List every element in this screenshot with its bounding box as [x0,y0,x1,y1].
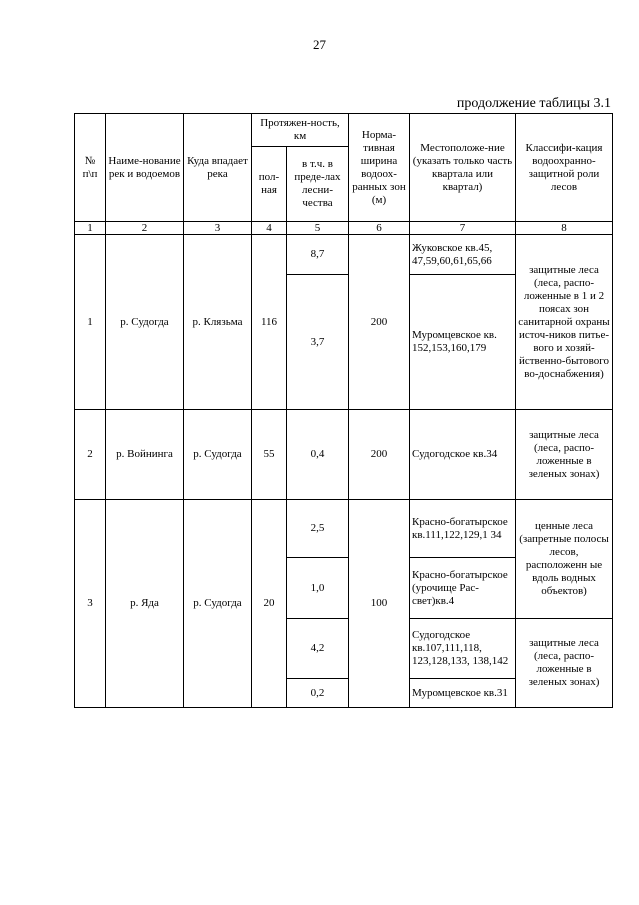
column-number: 4 [252,222,287,235]
length-full: 116 [252,235,287,410]
location: Красно-богатырское (урочище Рас-свет)кв.4 [410,558,516,619]
header-flows-into: Куда впадает река [184,114,252,222]
column-number: 3 [184,222,252,235]
column-number: 7 [410,222,516,235]
flows-into: р. Судогда [184,410,252,500]
river-name: р. Яда [106,500,184,708]
length-forest: 0,2 [287,679,349,708]
header-length: Протяжен-ность, км [252,114,349,147]
row-number: 2 [75,410,106,500]
river-name: р. Судогда [106,235,184,410]
column-number: 6 [349,222,410,235]
location: Красно-богатырское кв.111,122,129,1 34 [410,500,516,558]
classification: защитные леса (леса, распо-ложенные в зеленых зонах) [516,410,613,500]
location: Жуковское кв.45, 47,59,60,61,65,66 [410,235,516,275]
header-length-full: пол-ная [252,147,287,222]
header-number: № п\п [75,114,106,222]
header-zone-width: Норма-тивная ширина водоох-ранных зон (м) [349,114,410,222]
header-length-forest: в т.ч. в преде-лах лесни-чества [287,147,349,222]
flows-into: р. Клязьма [184,235,252,410]
river-name: р. Войнинга [106,410,184,500]
column-number: 2 [106,222,184,235]
zone-width: 200 [349,410,410,500]
length-full: 20 [252,500,287,708]
column-number: 5 [287,222,349,235]
column-number: 1 [75,222,106,235]
table-continuation-label: продолжение таблицы 3.1 [456,96,611,111]
location: Муромцевское кв. 152,153,160,179 [410,275,516,410]
header-classification: Классифи-кация водоохранно-защитной роли лесов [516,114,613,222]
row-number: 3 [75,500,106,708]
header-location: Местоположе-ние (указать только часть квартала или квартал) [410,114,516,222]
flows-into: р. Судогда [184,500,252,708]
location: Муромцевское кв.31 [410,679,516,708]
zone-width: 100 [349,500,410,708]
classification: ценные леса (запретные полосы лесов, расположенн ые вдоль водных объектов) [516,500,613,619]
location: Судогодское кв.107,111,118, 123,128,133, 138,142 [410,619,516,679]
length-forest: 0,4 [287,410,349,500]
zone-width: 200 [349,235,410,410]
header-name: Наиме-нование рек и водоемов [106,114,184,222]
classification: защитные леса (леса, распо-ложенные в 1 и 2 поясах зон санитарной охраны источ-ников питье-вого и хозяй-йственно-бытового во-доснабжения) [516,235,613,410]
location: Судогодское кв.34 [410,410,516,500]
length-forest: 2,5 [287,500,349,558]
classification: защитные леса (леса, распо-ложенные в зеленых зонах) [516,619,613,708]
column-number: 8 [516,222,613,235]
row-number: 1 [75,235,106,410]
length-forest: 1,0 [287,558,349,619]
water-protection-table [74,113,613,708]
length-forest: 4,2 [287,619,349,679]
page-number: 27 [313,37,326,52]
length-forest: 3,7 [287,275,349,410]
length-full: 55 [252,410,287,500]
length-forest: 8,7 [287,235,349,275]
